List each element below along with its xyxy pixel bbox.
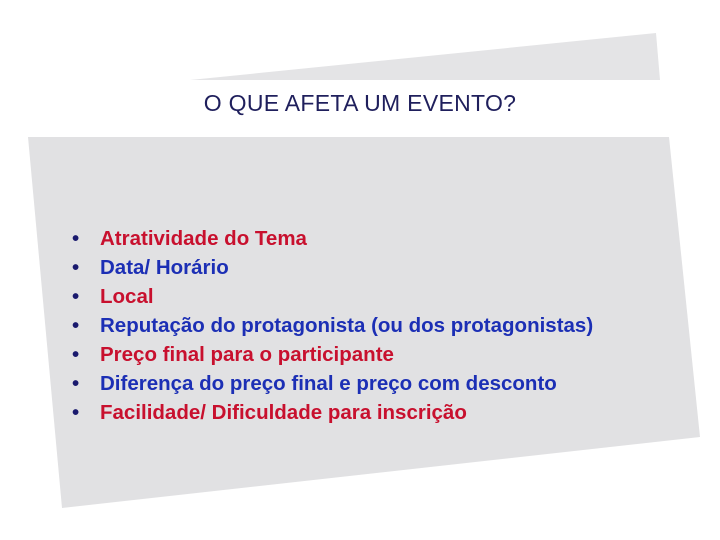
bullet-text: Local	[100, 285, 154, 308]
bullet-item	[72, 398, 593, 427]
bullet-icon: •	[72, 227, 80, 250]
bullet-icon: •	[72, 285, 80, 308]
bullet-item	[72, 282, 593, 311]
bullet-item	[72, 340, 593, 369]
bullet-text: Data/ Horário	[100, 256, 229, 279]
bullet-icon: •	[72, 372, 80, 395]
bullet-text: Atratividade do Tema	[100, 227, 307, 250]
slide-title: O QUE AFETA UM EVENTO?	[203, 90, 517, 116]
bullet-item	[72, 253, 593, 282]
bullet-icon: •	[72, 314, 80, 337]
top-gray-band	[190, 33, 660, 80]
bullet-icon: •	[72, 401, 80, 424]
bullet-text: Preço final para o participante	[100, 343, 394, 366]
bullet-icon: •	[72, 256, 80, 279]
bullet-text: Reputação do protagonista (ou dos protagonistas)	[100, 314, 594, 337]
bullet-item	[72, 369, 593, 398]
bullet-list	[72, 224, 593, 427]
bullet-text: Facilidade/ Dificuldade para inscrição	[100, 401, 467, 424]
bullet-icon: •	[72, 343, 80, 366]
bullet-text: Diferença do preço final e preço com desconto	[100, 372, 557, 395]
bullet-item	[72, 311, 593, 340]
bullet-item	[72, 224, 593, 253]
